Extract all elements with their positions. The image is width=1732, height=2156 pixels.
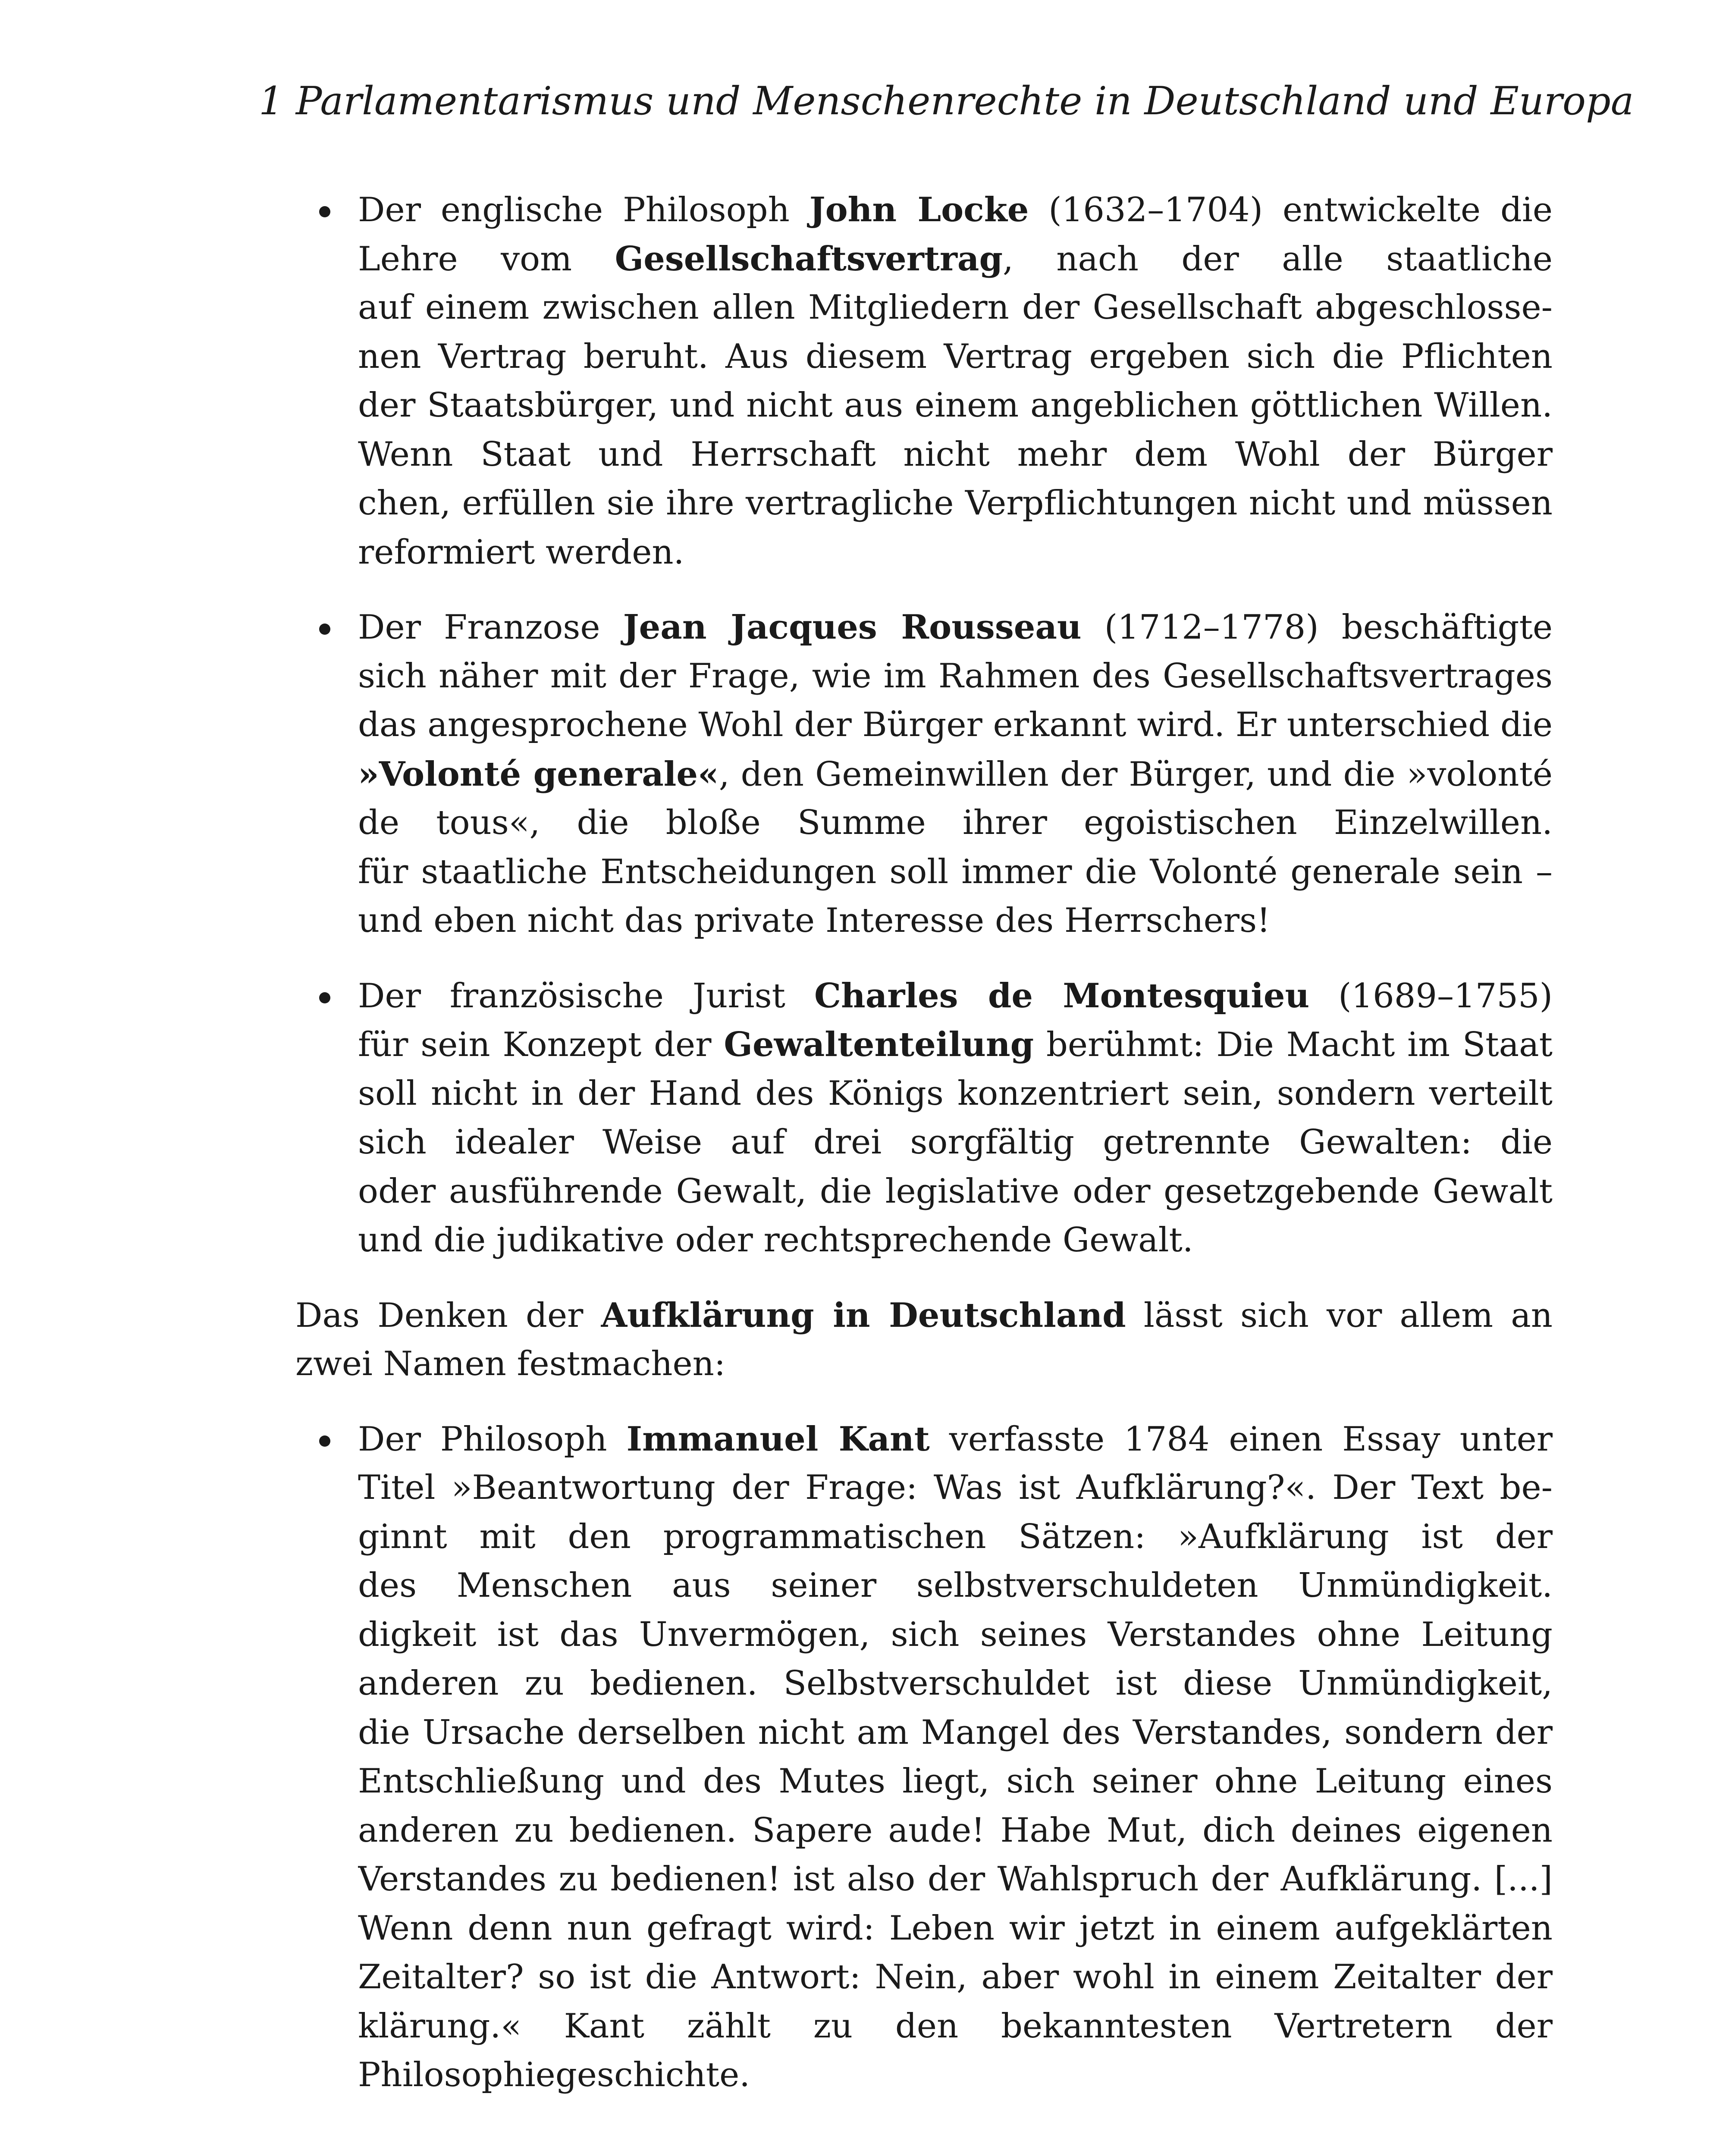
text-line bbox=[358, 235, 1553, 284]
paragraph-montesquieu bbox=[358, 971, 1553, 1265]
bold-term: Jean Jacques Rousseau bbox=[623, 608, 1082, 647]
text-line bbox=[358, 799, 1553, 848]
paragraph-locke bbox=[358, 185, 1553, 577]
bullet-icon bbox=[319, 624, 330, 635]
list-item-kant bbox=[259, 1415, 1553, 2100]
text-run: (1632–1704) entwickelte die bbox=[1029, 191, 1553, 229]
text-run: Wenn denn nun gefragt wird: Leben wir jetzt in einem aufgeklärten bbox=[358, 1908, 1553, 1948]
bold-term: Gesellschaftsvertrag bbox=[615, 239, 1003, 279]
text-run: anderen zu bedienen. Selbstverschuldet ist diese Unmündigkeit, bbox=[358, 1664, 1553, 1703]
text-line bbox=[358, 430, 1553, 479]
text-line bbox=[358, 1216, 1553, 1265]
text-run: Der englische Philosoph bbox=[358, 191, 810, 229]
text-line bbox=[358, 1513, 1553, 1562]
text-run: oder ausführende Gewalt, die legislative oder gesetzgebende Gewalt bbox=[358, 1172, 1553, 1211]
text-line bbox=[358, 2051, 1553, 2100]
text-run: verfasste 1784 einen Essay unter bbox=[949, 1420, 1553, 1459]
text-run: die Ursache derselben nicht am Mangel des Verstandes, sondern der bbox=[358, 1713, 1553, 1752]
text-run: für staatliche Entscheidungen soll immer die Volonté generale sein – bbox=[358, 852, 1553, 891]
body-text bbox=[259, 185, 1553, 2126]
text-line bbox=[358, 1415, 1553, 1464]
text-run: das angesprochene Wohl der Bürger erkannt wird. Er unterschied die bbox=[358, 705, 1553, 744]
text-run: Der französische Jurist bbox=[358, 976, 814, 1015]
paragraph-kant bbox=[358, 1415, 1553, 2100]
text-line bbox=[358, 1806, 1553, 1855]
bold-term: Aufklärung in Deutschland bbox=[601, 1295, 1126, 1335]
text-line bbox=[358, 1561, 1553, 1611]
text-run: Der Franzose bbox=[358, 608, 623, 647]
text-run: de tous«, die bloße Summe ihrer egoistischen Einzelwillen. bbox=[358, 803, 1553, 842]
text-line bbox=[358, 750, 1553, 799]
text-run: Verstandes zu bedienen! ist also der Wahlspruch der Aufklärung. [...] bbox=[358, 1860, 1553, 1899]
bullet-icon bbox=[319, 206, 330, 217]
bullet-list-germany bbox=[259, 1415, 1553, 2100]
text-run: sich näher mit der Frage, wie im Rahmen des Gesellschaftsvertrages bbox=[358, 656, 1553, 696]
text-line bbox=[358, 971, 1553, 1021]
running-head: 1 Parlamentarismus und Menschenrechte in Deutschland und Europa bbox=[259, 78, 1634, 124]
text-run: und eben nicht das private Interesse des Herrschers! bbox=[358, 901, 1271, 940]
text-run: lässt sich vor allem an bbox=[1126, 1296, 1553, 1335]
bold-term: »Volonté generale« bbox=[358, 754, 719, 794]
bullet-icon bbox=[319, 992, 330, 1003]
text-line bbox=[358, 381, 1553, 430]
text-run: (1712–1778) beschäftigte bbox=[1081, 608, 1553, 647]
text-run: Der Philosoph bbox=[358, 1420, 627, 1459]
text-run: des Menschen aus seiner selbstverschuldeten Unmündigkeit. bbox=[358, 1566, 1553, 1605]
text-run: reformiert werden. bbox=[358, 533, 684, 572]
text-line bbox=[358, 1463, 1553, 1513]
text-run: zwei Namen festmachen: bbox=[295, 1344, 726, 1383]
text-line bbox=[358, 185, 1553, 235]
text-run: für sein Konzept der bbox=[358, 1025, 724, 1064]
text-run: ginnt mit den programmatischen Sätzen: »Aufklärung ist der bbox=[358, 1517, 1553, 1556]
bullet-icon bbox=[319, 1435, 330, 1447]
text-line bbox=[358, 2002, 1553, 2051]
text-line bbox=[358, 528, 1553, 577]
text-line bbox=[358, 1069, 1553, 1119]
text-line bbox=[259, 1340, 1553, 1389]
text-line bbox=[358, 283, 1553, 332]
text-line bbox=[358, 1659, 1553, 1708]
text-line bbox=[358, 603, 1553, 652]
text-line bbox=[358, 652, 1553, 701]
list-item-rousseau bbox=[259, 603, 1553, 946]
text-run: sich idealer Weise auf drei sorgfältig getrennte Gewalten: die bbox=[358, 1123, 1553, 1162]
text-line bbox=[358, 1904, 1553, 1953]
text-line bbox=[358, 1953, 1553, 2002]
text-line bbox=[358, 332, 1553, 382]
text-line bbox=[358, 1708, 1553, 1758]
text-run: Lehre vom bbox=[358, 239, 615, 279]
bold-term: Immanuel Kant bbox=[626, 1419, 930, 1459]
paragraph-rousseau bbox=[358, 603, 1553, 946]
text-run: , den Gemeinwillen der Bürger, und die »volonté bbox=[719, 755, 1553, 794]
bold-term: John Locke bbox=[809, 190, 1029, 229]
text-line bbox=[358, 848, 1553, 897]
text-run: (1689–1755) bbox=[1338, 976, 1553, 1015]
text-run: und die judikative oder rechtsprechende Gewalt. bbox=[358, 1221, 1193, 1260]
text-run: anderen zu bedienen. Sapere aude! Habe Mut, dich deines eigenen bbox=[358, 1811, 1553, 1850]
text-run: Philosophiegeschichte. bbox=[358, 2056, 750, 2094]
text-run: der Staatsbürger, und nicht aus einem angeblichen göttlichen Willen. bbox=[358, 386, 1553, 425]
text-line bbox=[358, 701, 1553, 750]
text-run: Titel »Beantwortung der Frage: Was ist Aufklärung?«. Der Text be- bbox=[358, 1468, 1553, 1507]
list-item-montesquieu bbox=[259, 971, 1553, 1265]
text-line bbox=[358, 1118, 1553, 1167]
text-run: Entschließung und des Mutes liegt, sich seiner ohne Leitung eines bbox=[358, 1762, 1553, 1801]
text-run: Zeitalter? so ist die Antwort: Nein, aber wohl in einem Zeitalter der bbox=[358, 1958, 1553, 1996]
bold-term: Charles de Montesquieu bbox=[814, 976, 1310, 1015]
text-line bbox=[358, 1611, 1553, 1660]
list-item-locke bbox=[259, 185, 1553, 577]
text-line bbox=[358, 479, 1553, 528]
text-line bbox=[358, 1855, 1553, 1904]
text-line bbox=[259, 1291, 1553, 1340]
text-run: Wenn Staat und Herrschaft nicht mehr dem Wohl der Bürger bbox=[358, 435, 1553, 474]
bold-term: Gewaltenteilung bbox=[724, 1025, 1034, 1064]
bullet-list-philosophers bbox=[259, 185, 1553, 1265]
text-run: soll nicht in der Hand des Königs konzentriert sein, sondern verteilt bbox=[358, 1074, 1553, 1113]
text-run: berühmt: Die Macht im Staat bbox=[1034, 1025, 1553, 1064]
text-line bbox=[358, 896, 1553, 946]
paragraph-intro-germany bbox=[259, 1291, 1553, 1389]
text-line bbox=[358, 1757, 1553, 1806]
text-run: auf einem zwischen allen Mitgliedern der Gesellschaft abgeschlosse- bbox=[358, 288, 1553, 327]
text-run: chen, erfüllen sie ihre vertragliche Verpflichtungen nicht und müssen bbox=[358, 484, 1553, 523]
text-run: klärung.« Kant zählt zu den bekanntesten Vertretern der bbox=[358, 2006, 1553, 2046]
text-run: digkeit ist das Unvermögen, sich seines Verstandes ohne Leitung bbox=[358, 1615, 1553, 1654]
text-run: Das Denken der bbox=[295, 1296, 601, 1335]
text-line bbox=[358, 1167, 1553, 1216]
text-run: nen Vertrag beruht. Aus diesem Vertrag ergeben sich die Pflichten bbox=[358, 337, 1553, 376]
text-run: , nach der alle staatliche bbox=[1003, 239, 1553, 279]
text-line bbox=[358, 1020, 1553, 1069]
